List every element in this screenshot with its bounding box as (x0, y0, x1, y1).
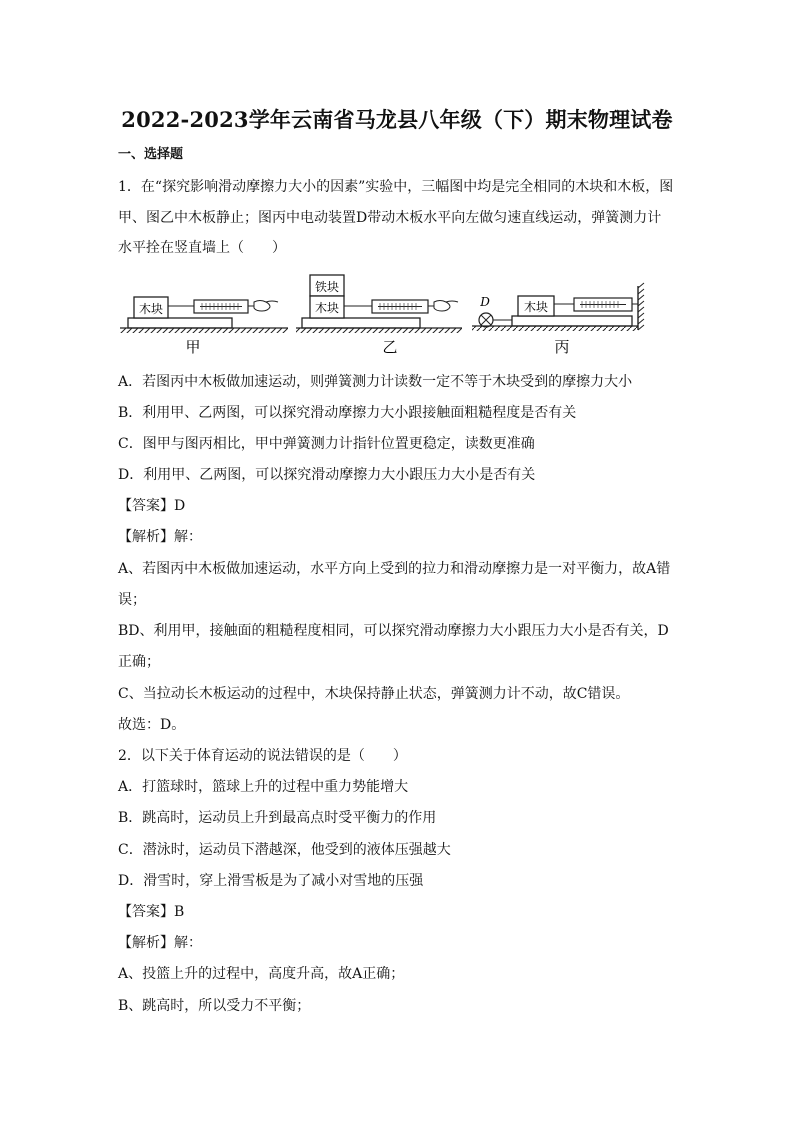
block-label: 木块 (138, 302, 164, 316)
q2-answer: 【答案】B (118, 904, 185, 920)
q1-analysis-line: C、当拉动长木板运动的过程中，木块保持静止状态，弹簧测力计不动，故C错误。 (118, 686, 630, 702)
q1-stem-line: 水平拴在竖直墙上（ ） (118, 240, 286, 256)
q1-option-c: C．图甲与图丙相比，甲中弹簧测力计指针位置更稳定，读数更准确 (118, 436, 535, 452)
iron-block-label: 铁块 (314, 280, 340, 294)
q2-option-c: C．潜泳时，运动员下潜越深，他受到的液体压强越大 (118, 842, 451, 858)
q2-option-a: A．打篮球时，篮球上升的过程中重力势能增大 (118, 779, 409, 795)
motor-d-label: D (480, 295, 490, 309)
block-label: 木块 (523, 300, 549, 314)
figure-jia (120, 297, 288, 356)
q2-option-b: B．跳高时，运动员上升到最高点时受平衡力的作用 (118, 810, 437, 826)
q2-stem: 2．以下关于体育运动的说法错误的是（ ） (118, 748, 407, 764)
figure-bing (472, 283, 644, 356)
q1-analysis-line: 故选：D。 (118, 717, 186, 733)
q2-option-d: D．滑雪时，穿上滑雪板是为了减小对雪地的压强 (118, 873, 424, 889)
page-title: 2022-2023学年云南省马龙县八年级（下）期末物理试卷 (121, 107, 673, 132)
q1-analysis-line: A、若图丙中木板做加速运动，水平方向上受到的拉力和滑动摩擦力是一对平衡力，故A错 (118, 561, 671, 577)
block-label: 木块 (314, 301, 340, 315)
q2-analysis-line: B、跳高时，所以受力不平衡； (118, 998, 311, 1014)
q1-figure (120, 268, 650, 356)
q1-analysis-head: 【解析】解： (118, 529, 202, 545)
figure-label-bing: 丙 (554, 338, 570, 356)
figure-yi (296, 275, 462, 356)
q2-analysis-head: 【解析】解： (118, 935, 202, 951)
q1-analysis-line: BD、利用甲，接触面的粗糙程度相同，可以探究滑动摩擦力大小跟压力大小是否有关，D (118, 623, 669, 639)
q1-analysis-line: 误； (118, 592, 146, 608)
q1-analysis-line: 正确； (118, 654, 160, 670)
q1-option-a: A．若图丙中木板做加速运动，则弹簧测力计读数一定不等于木块受到的摩擦力大小 (118, 374, 633, 390)
figure-label-yi: 乙 (382, 338, 398, 356)
q1-answer: 【答案】D (118, 498, 186, 514)
q1-stem-line: 甲、图乙中木板静止；图丙中电动装置D带动木板水平向左做匀速直线运动，弹簧测力计 (118, 210, 662, 226)
figure-label-jia: 甲 (185, 338, 201, 356)
q2-analysis-line: A、投篮上升的过程中，高度升高，故A正确； (118, 966, 405, 982)
q1-stem-line: 1．在“探究影响滑动摩擦力大小的因素”实验中，三幅图中均是完全相同的木块和木板，图 (118, 179, 674, 195)
friction-experiment-diagram (120, 268, 650, 356)
q1-option-d: D．利用甲、乙两图，可以探究滑动摩擦力大小跟压力大小是否有关 (118, 467, 536, 483)
q1-option-b: B．利用甲、乙两图，可以探究滑动摩擦力大小跟接触面粗糙程度是否有关 (118, 405, 577, 421)
section-heading: 一、选择题 (118, 147, 184, 162)
